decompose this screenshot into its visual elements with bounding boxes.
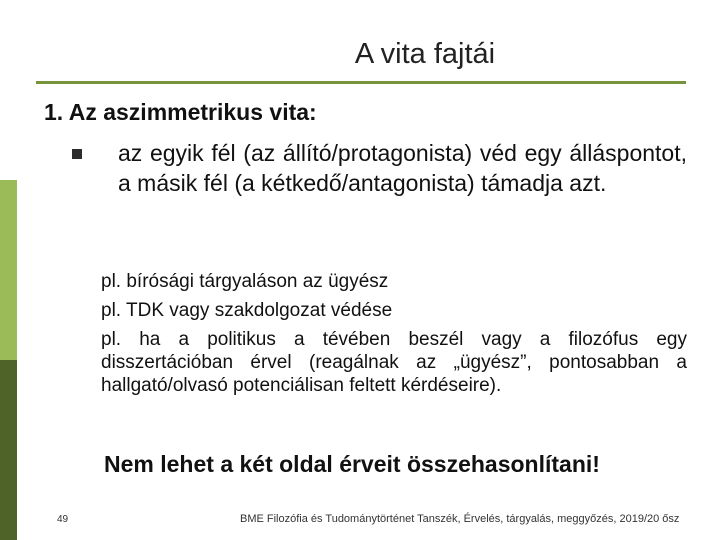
section-heading: 1. Az aszimmetrikus vita: (44, 99, 317, 125)
left-bar-top (0, 0, 17, 180)
square-bullet-icon (72, 149, 82, 159)
left-bar-middle (0, 180, 17, 360)
bullet-text: az egyik fél (az állító/protagonista) véd egy álláspontot, a másik fél (a kétkedő/antagonista) támadja azt. (118, 140, 687, 196)
conclusion-text: Nem lehet a két oldal érveit összehasonlítani! (104, 451, 600, 477)
title-underline (36, 81, 686, 84)
page-number: 49 (57, 514, 69, 525)
example-item: pl. ha a politikus a tévében beszél vagy a filozófus egy disszertációban érvel (reagálnak az „ügyész”, pontosabban a hallgató/olvasó potenciálisan feltett kérdéseire). (101, 329, 687, 396)
bullet-item (72, 138, 687, 198)
examples-list (101, 270, 687, 403)
example-item: pl. bírósági tárgyaláson az ügyész (101, 271, 389, 292)
footer-text: BME Filozófia és Tudománytörténet Tanszék, Érvelés, tárgyalás, meggyőzés, 2019/20 ősz (240, 513, 680, 525)
left-bar-bottom (0, 360, 17, 540)
example-item: pl. TDK vagy szakdolgozat védése (101, 300, 393, 321)
slide-title: A vita fajtái (354, 38, 496, 70)
